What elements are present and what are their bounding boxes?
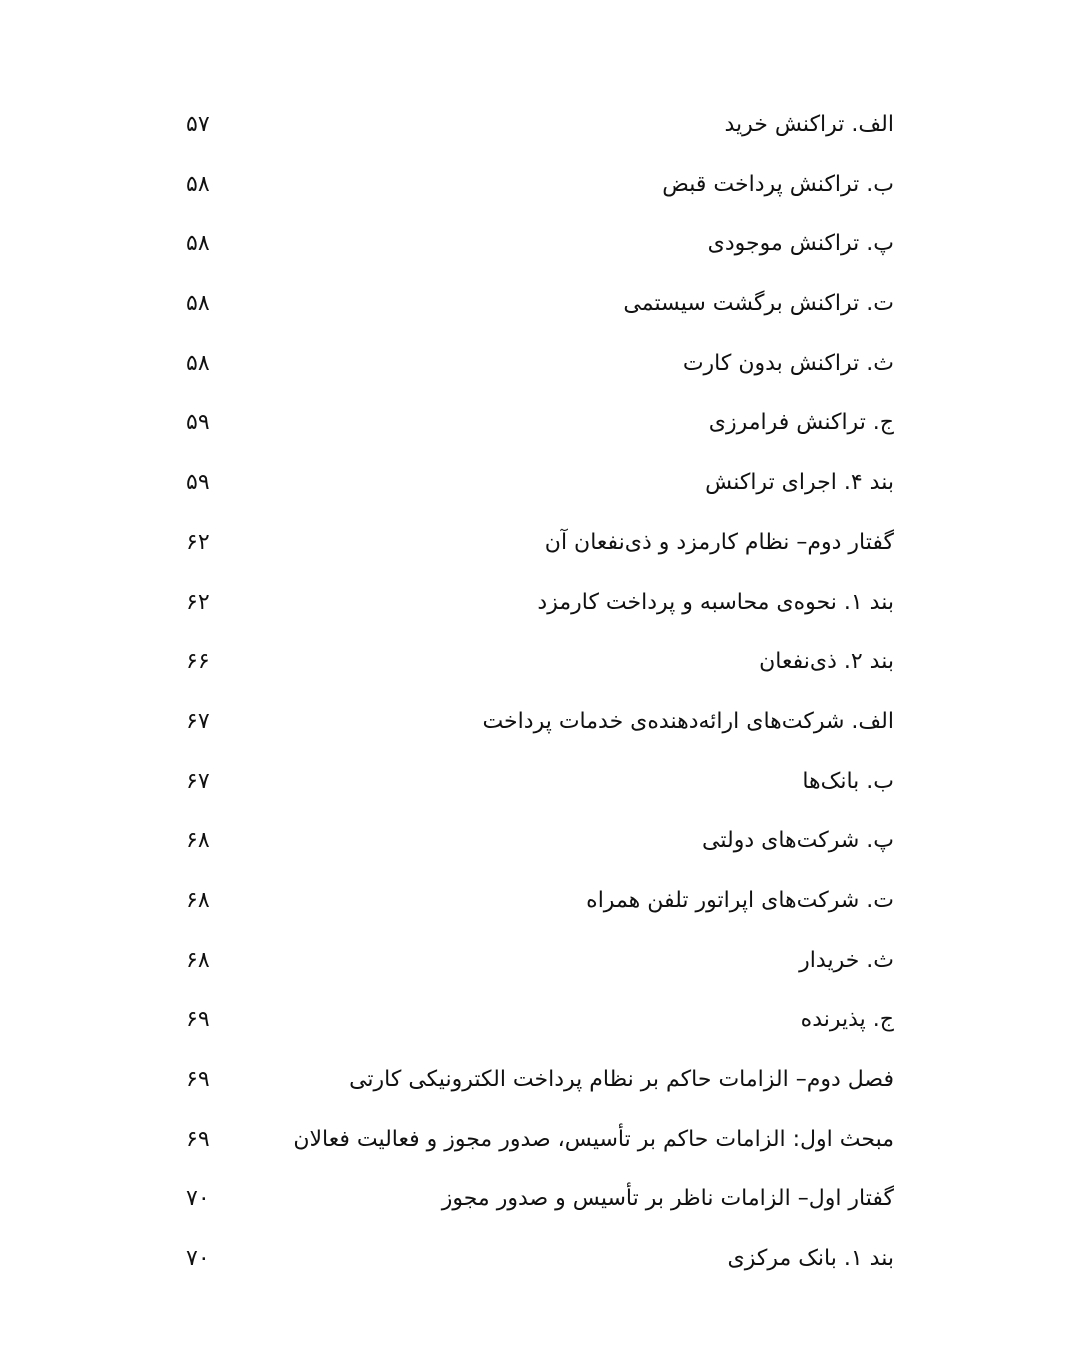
toc-entry-page: ۶۶: [186, 649, 210, 675]
toc-entry-page: ۵۷: [186, 112, 210, 137]
toc-entry-title: ت. شرکت‌های اپراتور تلفن همراه: [586, 887, 894, 913]
toc-entry-page: ۶۸: [186, 828, 210, 854]
toc-entry-page: ۶۷: [186, 708, 210, 734]
toc-entry-title: ج. تراکنش فرامرزی: [708, 410, 894, 436]
toc-entry-page: ۶۹: [186, 1126, 210, 1152]
toc-entry-title: ث. خریدار: [799, 947, 894, 973]
toc-entry: [0, 96, 1080, 156]
toc-entry: [0, 932, 1080, 992]
toc-entry-title: پ. شرکت‌های دولتی: [702, 828, 894, 854]
toc-entry: [0, 574, 1080, 634]
toc-entry-page: ۶۸: [186, 947, 210, 973]
toc-entry-page: ۵۹: [186, 470, 210, 496]
toc-entry: [0, 275, 1080, 335]
toc-entry-page: ۶۲: [186, 589, 210, 615]
toc-entry-title: پ. تراکنش موجودی: [707, 231, 894, 257]
toc-entry-page: ۷۰: [186, 1186, 210, 1212]
toc-entry-page: ۶۲: [186, 529, 210, 555]
toc-entry-page: ۶۹: [186, 1067, 210, 1092]
toc-entry: [0, 1051, 1080, 1111]
toc-entry-title: ب. تراکنش پرداخت قبض: [662, 171, 894, 197]
toc-entry-title: مبحث اول: الزامات حاکم بر تأسیس، صدور مجوز و فعالیت فعالان: [293, 1126, 894, 1152]
toc-entry: [0, 335, 1080, 395]
toc-entry-title: ب. بانک‌ها: [802, 768, 894, 794]
toc-entry-page: ۵۹: [186, 410, 210, 436]
toc-entry-page: ۶۸: [186, 887, 210, 913]
toc-entry-title: بند ۴. اجرای تراکنش: [705, 470, 894, 496]
toc-entry-title: بند ۲. ذی‌نفعان: [759, 649, 894, 675]
toc-entry: [0, 514, 1080, 574]
toc-entry-page: ۵۸: [186, 350, 210, 376]
table-of-contents: [0, 96, 1080, 1290]
toc-entry-title: الف. شرکت‌های ارائه‌دهنده‌ی خدمات پرداخت: [482, 708, 894, 734]
toc-entry-title: گفتار اول– الزامات ناظر بر تأسیس و صدور مجوز: [441, 1186, 894, 1212]
toc-entry: [0, 156, 1080, 216]
toc-entry-page: ۶۷: [186, 768, 210, 794]
toc-entry-page: ۵۸: [186, 291, 210, 317]
toc-entry: [0, 991, 1080, 1051]
toc-entry-page: ۵۸: [186, 171, 210, 197]
toc-entry: [0, 1170, 1080, 1230]
toc-entry-title: گفتار دوم– نظام کارمزد و ذی‌نفعان آن: [544, 529, 894, 555]
toc-entry: [0, 1111, 1080, 1171]
toc-entry-page: ۷۰: [186, 1246, 210, 1272]
toc-entry-title: بند ۱. بانک مرکزی: [727, 1246, 894, 1272]
toc-entry-title: بند ۱. نحوه‌ی محاسبه و پرداخت کارمزد: [537, 589, 894, 615]
toc-entry: [0, 633, 1080, 693]
toc-entry-title: الف. تراکنش خرید: [724, 112, 894, 137]
toc-entry-title: ث. تراکنش بدون کارت: [682, 350, 894, 376]
toc-entry: [0, 872, 1080, 932]
toc-entry-title: ج. پذیرنده: [800, 1007, 894, 1033]
toc-entry: [0, 812, 1080, 872]
toc-entry-page: ۵۸: [186, 231, 210, 257]
toc-entry-page: ۶۹: [186, 1007, 210, 1033]
toc-entry: [0, 454, 1080, 514]
toc-entry: [0, 394, 1080, 454]
toc-entry: [0, 693, 1080, 753]
toc-entry: [0, 1230, 1080, 1290]
toc-entry: [0, 753, 1080, 813]
toc-entry-title: فصل دوم– الزامات حاکم بر نظام پرداخت الکترونیکی کارتی: [349, 1067, 894, 1092]
toc-entry-title: ت. تراکنش برگشت سیستمی: [623, 291, 894, 317]
toc-entry: [0, 215, 1080, 275]
